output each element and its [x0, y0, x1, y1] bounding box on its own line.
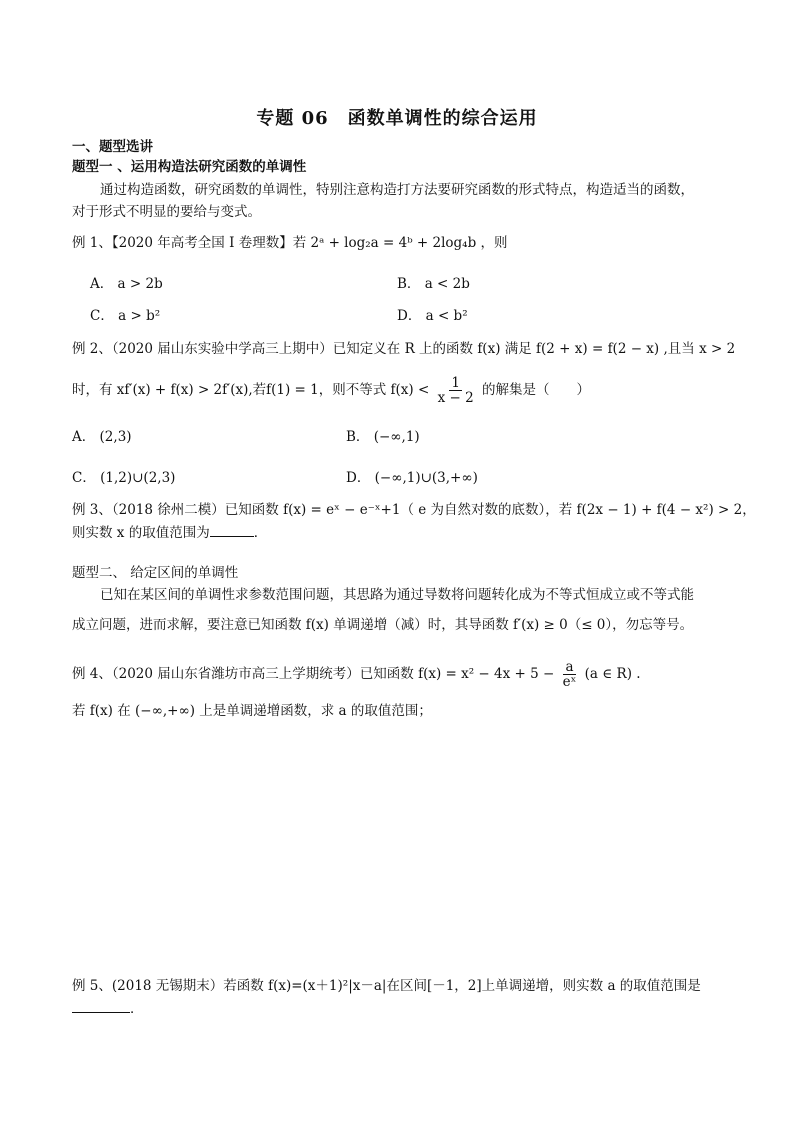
example2-stem-text: 时，有 xf′(x) + f(x) > 2f′(x),若f(1) = 1，则不等式 f(x) < — [72, 382, 430, 398]
example2-fraction-numerator: 1 — [451, 375, 460, 391]
type2-desc-line2: 成立问题，进而求解，要注意已知函数 f(x) 单调递增（减）时，其导函数 f′(x) ≥ 0（≤ 0），勿忘等号。 — [72, 617, 694, 633]
example1-option-b: B． a < 2b — [397, 276, 470, 292]
example4-question: 若 f(x) 在 (−∞,+∞) 上是单调递增函数，求 a 的取值范围； — [72, 703, 432, 719]
example2-option-d: D． (−∞,1)∪(3,+∞) — [346, 470, 478, 486]
example2-stem-line2 — [72, 376, 590, 405]
example4-stem-text: 例 4、（2020 届山东省潍坊市高三上学期统考）已知函数 f(x) = x² − 4x + 5 − — [72, 666, 555, 682]
section-heading: 一、题型选讲 — [72, 139, 153, 155]
example1-stem: 例 1、【2020 年高考全国 I 卷理数】若 2ᵃ + log₂a = 4ᵇ + 2log₄b ，则 — [72, 235, 508, 251]
example1-option-d: D． a < b² — [397, 308, 468, 324]
page-title: 专题 06 函数单调性的综合运用 — [256, 108, 538, 129]
example3-stem-line2 — [72, 524, 267, 542]
example4-stem-tail: (a ∈ R) . — [584, 666, 641, 682]
type1-desc-line2: 对于形式不明显的要给与变式。 — [72, 204, 261, 220]
example3-stem-end: ． — [253, 525, 268, 541]
example1-option-a: A． a > 2b — [90, 276, 163, 292]
example5-stem-line1: 例 5、(2018 无锡期末）若函数 f(x)=(x＋1)²|x－a|在区间[－1，2]上单调递增，则实数 a 的取值范围是 — [72, 978, 701, 994]
type2-heading: 题型二、 给定区间的单调性 — [72, 565, 239, 581]
example4-fraction-denominator: eˣ — [562, 674, 577, 690]
example2-stem-line1: 例 2、（2020 届山东实验中学高三上期中）已知定义在 R 上的函数 f(x) 满足 f(2 + x) = f(2 − x) ,且当 x > 2 — [72, 341, 736, 357]
example4-stem — [72, 660, 641, 689]
example2-fraction-denominator: x − 2 — [437, 390, 474, 406]
example1-option-c: C． a > b² — [90, 308, 161, 324]
example5-stem-end: ． — [130, 1001, 144, 1017]
example4-fraction — [561, 660, 579, 689]
example2-option-a: A． (2,3) — [72, 429, 132, 445]
example3-stem-line1: 例 3、（2018 徐州二模）已知函数 f(x) = eˣ − e⁻ˣ+1（ e 为自然对数的底数），若 f(2x − 1) + f(4 − x²) > 2， — [72, 502, 756, 518]
example5-stem-line2 — [72, 1000, 144, 1018]
example2-option-b: B． (−∞,1) — [346, 429, 420, 445]
example3-answer-blank — [210, 524, 254, 537]
type2-desc-line1: 已知在某区间的单调性求参数范围问题，其思路为通过导数将问题转化成为不等式恒成立或不等式能 — [100, 587, 694, 603]
example5-answer-blank — [72, 1000, 130, 1013]
example3-stem-text: 则实数 x 的取值范围为 — [72, 525, 210, 541]
example4-fraction-numerator: a — [565, 659, 574, 675]
type1-desc-line1: 通过构造函数，研究函数的单调性，特别注意构造打方法要研究函数的形式特点，构造适当的函数， — [100, 182, 694, 198]
example2-stem-tail: 的解集是（ ） — [481, 382, 590, 398]
example2-option-c: C． (1,2)∪(2,3) — [72, 470, 176, 486]
type1-heading: 题型一 、运用构造法研究函数的单调性 — [72, 159, 307, 175]
example2-fraction — [436, 376, 476, 405]
